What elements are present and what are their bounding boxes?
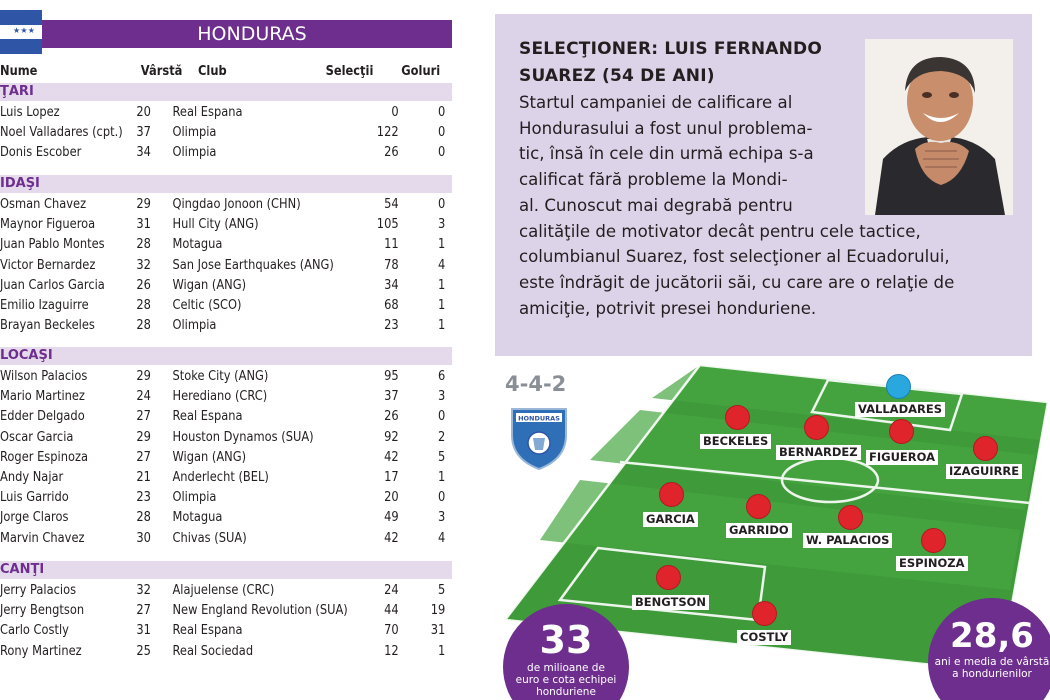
player-club: Houston Dynamos (SUA) xyxy=(172,429,314,445)
player-caps: 11 xyxy=(384,237,399,253)
player-age: 37 xyxy=(136,125,151,141)
player-caps: 49 xyxy=(384,510,399,526)
badge-text: HONDURAS xyxy=(518,414,560,423)
formation-label: 4-4-2 xyxy=(505,372,567,396)
player-marker xyxy=(725,405,750,430)
player-name: Juan Pablo Montes xyxy=(0,237,105,253)
header-goals: Goluri xyxy=(401,64,441,79)
player-name: Noel Valladares (cpt.) xyxy=(0,125,123,141)
player-caps: 105 xyxy=(376,217,399,233)
coach-title-line: SELECŢIONER: LUIS FERNANDO xyxy=(519,39,823,59)
player-club: Olimpia xyxy=(172,318,217,334)
player-goals: 0 xyxy=(437,145,446,161)
player-name: Wilson Palacios xyxy=(0,369,88,384)
player-goals: 2 xyxy=(437,429,446,445)
player-club: Olimpia xyxy=(172,145,217,161)
player-age: 31 xyxy=(136,217,151,233)
coach-text-line: este îndrăgit de jucătorii săi, cu care are o relaţie de xyxy=(519,272,955,292)
player-goals: 6 xyxy=(437,369,446,384)
section-label: LOCAŞI xyxy=(0,348,53,363)
player-name: Roger Espinoza xyxy=(0,449,88,465)
player-age: 32 xyxy=(136,257,151,273)
player-club: Anderlecht (BEL) xyxy=(172,470,269,485)
player-label: IZAGUIRRE xyxy=(946,464,1022,479)
player-age: 20 xyxy=(136,105,151,120)
player-age: 28 xyxy=(136,318,151,334)
player-caps: 42 xyxy=(384,530,399,546)
player-caps: 95 xyxy=(384,369,399,384)
player-goals: 19 xyxy=(430,603,446,619)
player-age: 25 xyxy=(136,643,151,659)
stat-caption: ani e media de vârstă xyxy=(934,656,1050,668)
player-club: Olimpia xyxy=(172,490,217,506)
player-club: Olimpia xyxy=(172,125,217,141)
coach-text-line: Startul campaniei de calificare al xyxy=(519,93,793,112)
player-caps: 26 xyxy=(384,145,399,161)
player-goals: 5 xyxy=(437,583,446,598)
player-name: Luis Lopez xyxy=(0,105,60,120)
player-club: Wigan (ANG) xyxy=(172,277,247,293)
player-name: Marvin Chavez xyxy=(0,530,85,546)
player-caps: 37 xyxy=(384,389,399,405)
player-caps: 54 xyxy=(384,197,399,212)
player-name: Juan Carlos Garcia xyxy=(0,277,105,293)
player-age: 29 xyxy=(136,369,151,384)
header-caps: Selecţii xyxy=(325,64,374,79)
player-name: Osman Chavez xyxy=(0,197,87,212)
header-name: Nume xyxy=(0,64,38,79)
player-name: Rony Martinez xyxy=(0,643,82,659)
player-goals: 1 xyxy=(437,318,446,334)
player-age: 27 xyxy=(136,449,151,465)
player-club: Qingdao Jonoon (CHN) xyxy=(172,197,301,212)
player-goals: 4 xyxy=(437,257,446,273)
player-club: Wigan (ANG) xyxy=(172,449,247,465)
player-club: Celtic (SCO) xyxy=(172,298,242,313)
stat-circle-value xyxy=(503,604,629,700)
player-goals: 4 xyxy=(437,530,446,546)
player-goals: 3 xyxy=(437,510,446,526)
player-club: Motagua xyxy=(172,237,223,253)
player-caps: 78 xyxy=(384,257,399,273)
player-label: GARCIA xyxy=(643,512,698,527)
player-caps: 122 xyxy=(376,125,399,141)
player-label: FIGUEROA xyxy=(866,450,938,465)
player-name: Donis Escober xyxy=(0,145,82,161)
player-marker xyxy=(973,436,998,461)
section-label: IDAŞI xyxy=(0,176,40,191)
player-name: Edder Delgado xyxy=(0,409,85,425)
coach-text-line: Hondurasului a fost unul problema- xyxy=(519,118,813,138)
player-club: Chivas (SUA) xyxy=(172,530,247,546)
player-age: 29 xyxy=(136,429,151,445)
coach-text-line: amiciţie, potrivit presei honduriene. xyxy=(519,298,817,318)
player-club: New England Revolution (SUA) xyxy=(172,603,348,619)
player-name: Oscar Garcia xyxy=(0,429,74,445)
player-caps: 17 xyxy=(384,470,399,485)
player-goals: 0 xyxy=(437,125,446,141)
player-age: 29 xyxy=(136,197,151,212)
player-club: Real Espana xyxy=(172,409,243,425)
player-marker xyxy=(659,482,684,507)
player-club: Stoke City (ANG) xyxy=(172,369,269,384)
player-caps: 12 xyxy=(384,643,399,659)
player-name: Mario Martinez xyxy=(0,389,85,405)
player-name: Jerry Bengtson xyxy=(0,603,85,619)
player-age: 21 xyxy=(136,470,151,485)
player-age: 34 xyxy=(136,145,151,161)
player-name: Jorge Claros xyxy=(0,510,69,526)
player-goals: 5 xyxy=(437,449,446,465)
player-goals: 1 xyxy=(437,237,446,253)
player-goals: 0 xyxy=(437,105,446,120)
player-name: Victor Bernardez xyxy=(0,257,96,273)
player-label: W. PALACIOS xyxy=(803,533,892,548)
player-age: 28 xyxy=(136,510,151,526)
player-name: Luis Garrido xyxy=(0,490,69,506)
player-caps: 20 xyxy=(384,490,399,506)
player-club: Herediano (CRC) xyxy=(172,389,268,405)
player-caps: 68 xyxy=(384,298,399,313)
player-caps: 24 xyxy=(384,583,399,598)
player-club: Hull City (ANG) xyxy=(172,217,259,233)
player-marker xyxy=(746,494,771,519)
player-age: 27 xyxy=(136,409,151,425)
player-label: GARRIDO xyxy=(726,523,792,538)
player-marker xyxy=(752,601,777,626)
player-club: Motagua xyxy=(172,510,223,526)
player-goals: 1 xyxy=(437,277,446,293)
coach-text-line: calificat fără probleme la Mondi- xyxy=(519,170,788,190)
player-club: Alajuelense (CRC) xyxy=(172,583,275,598)
stat-caption: a hondurienilor xyxy=(952,668,1032,680)
player-caps: 92 xyxy=(384,429,399,445)
player-club: Real Espana xyxy=(172,623,243,639)
stat-value: 33 xyxy=(539,618,593,662)
team-title: HONDURAS xyxy=(197,23,307,45)
player-goals: 3 xyxy=(437,389,446,405)
header-age: Vârstă xyxy=(140,64,183,79)
player-goals: 0 xyxy=(437,197,446,212)
player-age: 31 xyxy=(136,623,151,639)
player-caps: 42 xyxy=(384,449,399,465)
player-caps: 26 xyxy=(384,409,399,425)
player-caps: 0 xyxy=(391,105,399,120)
player-club: Real Espana xyxy=(172,105,243,120)
goalkeeper-marker xyxy=(886,374,911,399)
player-club: San Jose Earthquakes (ANG) xyxy=(172,257,334,273)
player-goals: 0 xyxy=(437,490,446,506)
player-name: Jerry Palacios xyxy=(0,583,77,598)
player-name: Andy Najar xyxy=(0,470,64,485)
player-caps: 34 xyxy=(384,277,399,293)
player-goals: 0 xyxy=(437,409,446,425)
coach-text-line: al. Cunoscut mai degrabă pentru xyxy=(519,195,793,215)
player-age: 24 xyxy=(136,389,151,405)
player-age: 30 xyxy=(136,530,151,546)
player-caps: 70 xyxy=(384,623,399,639)
player-goals: 1 xyxy=(437,298,446,313)
player-marker xyxy=(804,415,829,440)
coach-text-line: calităţile de motivator decât pentru cele tactice, xyxy=(519,221,921,241)
player-marker xyxy=(889,419,914,444)
coach-text-line: columbianul Suarez, fost selecţioner al Ecuadorului, xyxy=(519,247,950,267)
player-name: Maynor Figueroa xyxy=(0,217,96,233)
player-age: 26 xyxy=(136,277,151,293)
player-age: 23 xyxy=(136,490,151,506)
player-name: Emilio Izaguirre xyxy=(0,298,89,313)
player-goals: 3 xyxy=(437,217,446,233)
player-age: 27 xyxy=(136,603,151,619)
player-goals: 31 xyxy=(430,623,446,639)
player-goals: 1 xyxy=(437,643,446,659)
player-name: Carlo Costly xyxy=(0,623,69,639)
player-age: 28 xyxy=(136,237,151,253)
section-label: CANŢI xyxy=(0,562,45,577)
player-marker xyxy=(656,565,681,590)
player-label: COSTLY xyxy=(737,630,791,645)
player-caps: 23 xyxy=(384,318,399,334)
player-goals: 1 xyxy=(437,470,446,485)
player-label: VALLADARES xyxy=(855,402,945,417)
player-caps: 44 xyxy=(384,603,399,619)
player-club: Real Sociedad xyxy=(172,643,254,659)
player-label: BERNARDEZ xyxy=(776,445,861,460)
player-name: Brayan Beckeles xyxy=(0,318,95,334)
coach-text-line: tic, însă în cele din urmă echipa s-a xyxy=(519,144,814,164)
player-label: BENGTSON xyxy=(632,595,709,610)
player-label: ESPINOZA xyxy=(896,556,968,571)
player-marker xyxy=(838,505,863,530)
player-label: BECKELES xyxy=(700,434,771,449)
player-age: 28 xyxy=(136,298,151,313)
player-marker xyxy=(921,528,946,553)
honduras-flag-icon: ★ ★ ★ xyxy=(0,10,42,54)
header-club: Club xyxy=(198,64,227,79)
stat-value: 28,6 xyxy=(950,616,1034,656)
section-label: ŢARI xyxy=(0,84,34,99)
player-age: 32 xyxy=(136,583,151,598)
stat-caption: euro e cota echipei xyxy=(515,674,617,686)
stat-caption: de milioane de xyxy=(527,662,605,674)
stat-caption: honduriene xyxy=(536,686,596,698)
coach-title-line: SUAREZ (54 DE ANI) xyxy=(519,66,715,86)
